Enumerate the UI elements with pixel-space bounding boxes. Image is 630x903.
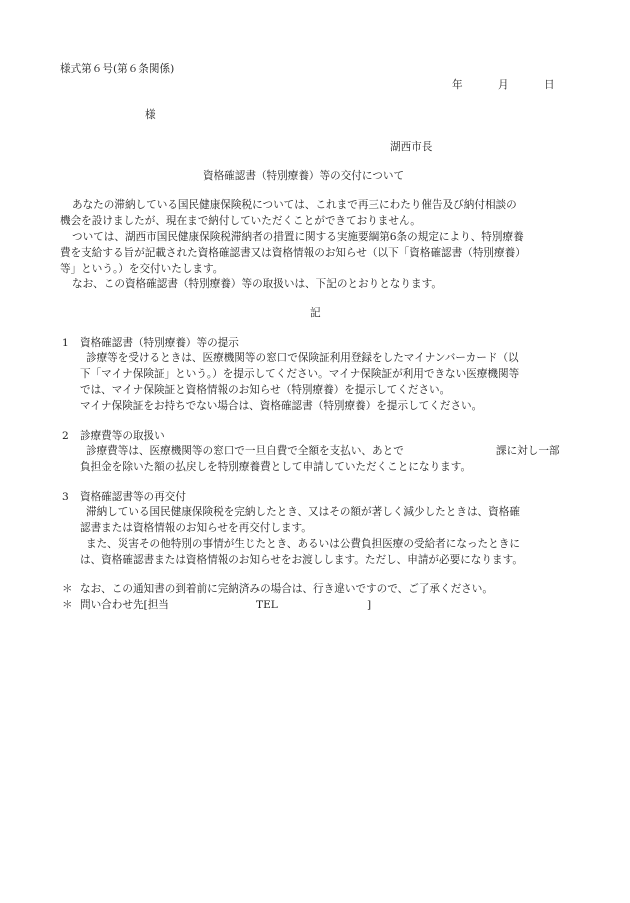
ki-marker: 記 xyxy=(310,307,321,319)
intro-p2-line3: 等」という。）を交付いたします。 xyxy=(60,263,224,275)
section-1-line3: では、マイナ保険証と資格情報のお知らせ（特別療養）を提示してください。 xyxy=(80,384,451,396)
document-title: 資格確認書（特別療養）等の交付について xyxy=(203,170,405,182)
recipient-honorific: 様 xyxy=(145,109,156,121)
note-2-asterisk: ＊ xyxy=(62,599,73,611)
date-year-label: 年 xyxy=(452,79,463,91)
note-1-asterisk: ＊ xyxy=(62,583,73,595)
section-2-line1-part1: 診療費等は、医療機関等の窓口で一旦自費で全額を支払い、あとで xyxy=(86,445,404,457)
section-3-number: 3 xyxy=(62,491,69,503)
section-2-heading: 診療費等の取扱い xyxy=(80,430,165,442)
section-2-line1-part2: 課に対し一部 xyxy=(496,445,560,457)
section-1-heading: 資格確認書（特別療養）等の提示 xyxy=(80,337,239,349)
issuer: 湖西市長 xyxy=(390,141,433,153)
section-1-line4: マイナ保険証をお持ちでない場合は、資格確認書（特別療養）を提示してください。 xyxy=(80,400,483,412)
section-1-line1: 診療等を受けるときは、医療機関等の窓口で保険証利用登録をしたマイナンバーカード（以 xyxy=(86,352,519,364)
intro-p3-line1: なお、この資格確認書（特別療養）等の取扱いは、下記のとおりとなります。 xyxy=(72,278,442,290)
intro-p1-line2: 機会を設けましたが、現在まで納付していただくことができておりません。 xyxy=(60,215,421,227)
section-3-line3: また、災害その他特別の事情が生じたとき、あるいは公費負担医療の受給者になったときに xyxy=(86,538,520,550)
section-3-line4: は、資格確認書または資格情報のお知らせをお渡しします。ただし、申請が必要になります。 xyxy=(80,554,523,566)
section-2-line2: 負担金を除いた額の払戻しを特別療養費として申請していただくことになります。 xyxy=(80,461,472,473)
section-3-heading: 資格確認書等の再交付 xyxy=(80,491,186,503)
section-1-number: 1 xyxy=(62,337,69,349)
section-3-line2: 認書または資格情報のお知らせを再交付します。 xyxy=(80,522,312,534)
note-1-text: なお、この通知書の到着前に完納済みの場合は、行き違いですので、ご了承ください。 xyxy=(80,583,493,595)
tel-label: TEL xyxy=(256,599,278,611)
date-day-label: 日 xyxy=(544,79,555,91)
form-number: 様式第６号(第６条関係) xyxy=(60,63,175,75)
section-1-line2: 下「マイナ保険証」という。）を提示してください。マイナ保険証が利用できない医療機関等 xyxy=(80,368,520,380)
section-2-number: 2 xyxy=(62,430,69,442)
contact-close-bracket: ] xyxy=(367,599,372,611)
intro-p1-line1: あなたの滞納している国民健康保険税については、これまで再三にわたり催告及び納付相談の xyxy=(72,199,517,211)
intro-p2-line2: 費を支給する旨が記載された資格確認書又は資格情報のお知らせ（以下「資格確認書（特別療養） xyxy=(60,247,526,259)
date-month-label: 月 xyxy=(498,79,509,91)
contact-label: 問い合わせ先[担当 xyxy=(80,599,169,611)
section-3-line1: 滞納している国民健康保険税を完納したとき、又はその額が著しく減少したときは、資格確 xyxy=(86,506,520,518)
intro-p2-line1: ついては、湖西市国民健康保険税滞納者の措置に関する実施要綱第6条の規定により、特別療養 xyxy=(72,231,524,243)
